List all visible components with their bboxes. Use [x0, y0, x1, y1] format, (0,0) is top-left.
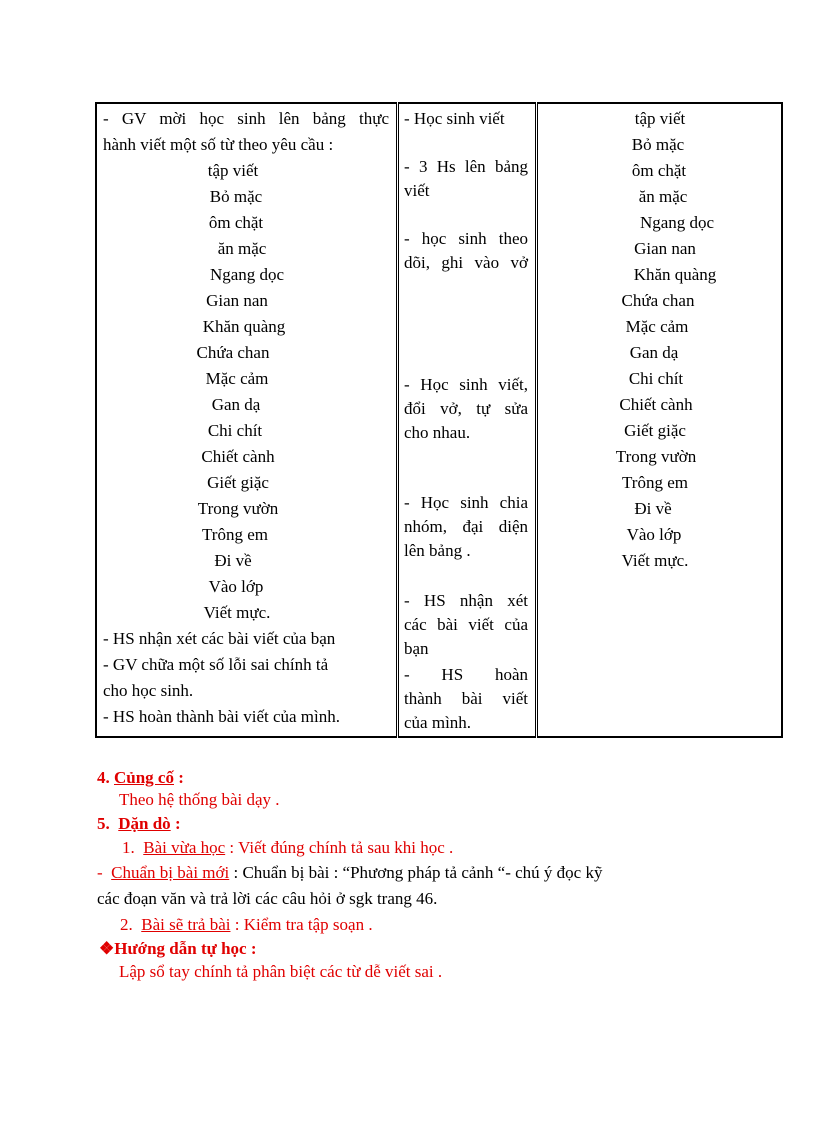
- right-word-17: Viết mực.: [621, 551, 689, 570]
- student-line-0: - Học sinh viết: [404, 109, 505, 128]
- teacher-end-1: - GV chữa một số lỗi sai chính tả: [103, 655, 329, 674]
- left-word-12: Giết giặc: [207, 473, 269, 492]
- teacher-intro-line2: hành viết một số từ theo yêu cầu :: [103, 135, 334, 154]
- right-word-10: Chi chít: [628, 369, 684, 388]
- right-word-12: Giết giặc: [624, 421, 686, 440]
- student-line-7: cho nhau.: [404, 423, 471, 442]
- right-word-1: Bỏ mặc: [631, 135, 685, 154]
- right-word-0: tập viết: [634, 109, 686, 128]
- teacher-end-0: - HS nhận xét các bài viết của bạn: [103, 629, 336, 648]
- left-word-7: Chứa chan: [196, 343, 270, 362]
- left-word-14: Trông em: [202, 525, 268, 544]
- teacher-intro-line1: - GV mời học sinh lên bảng thực: [103, 109, 389, 128]
- teacher-activity-cell: [96, 103, 398, 737]
- right-word-7: Chứa chan: [621, 291, 695, 310]
- left-word-1: Bỏ mặc: [209, 187, 263, 206]
- section-4-number: 4.: [97, 768, 110, 787]
- left-word-11: Chiết cành: [201, 447, 275, 466]
- section-5-title: Dặn dò: [118, 814, 171, 833]
- item-2: [120, 913, 373, 937]
- left-word-15: Đi về: [214, 551, 252, 570]
- left-word-10: Chi chít: [207, 421, 263, 440]
- right-word-3: ăn mặc: [638, 187, 688, 206]
- left-word-13: Trong vườn: [197, 499, 279, 518]
- prep-text: : Chuẩn bị bài : “Phương pháp tả cảnh “- chú ý đọc kỹ: [233, 863, 603, 882]
- right-word-8: Mặc cảm: [625, 317, 689, 336]
- word-list-cell: [537, 103, 783, 737]
- right-word-2: ôm chặt: [631, 161, 687, 180]
- student-line-11: - HS nhận xét: [404, 591, 528, 610]
- self-study-title: Hướng dẫn tự học :: [114, 939, 257, 958]
- student-line-8: - Học sinh chia: [404, 493, 528, 512]
- section-5-heading: [97, 812, 181, 836]
- item-2-number: 2.: [120, 915, 133, 934]
- left-word-16: Vào lớp: [208, 577, 264, 596]
- student-line-9: nhóm, đại diện: [404, 517, 528, 536]
- right-word-5: Gian nan: [634, 239, 696, 258]
- student-line-1: - 3 Hs lên bảng: [404, 157, 528, 176]
- left-word-8: Mặc cảm: [205, 369, 269, 388]
- student-line-6: đổi vở, tự sửa: [404, 399, 528, 418]
- item-1-number: 1.: [122, 838, 135, 857]
- student-line-4: dõi, ghi vào vở: [404, 253, 528, 272]
- student-line-2: viết: [404, 181, 430, 200]
- left-word-17: Viết mực.: [203, 603, 271, 622]
- right-word-15: Đi về: [634, 499, 672, 518]
- right-word-14: Trông em: [622, 473, 688, 492]
- left-word-6: Khăn quàng: [202, 317, 286, 336]
- left-word-4: Ngang dọc: [209, 265, 285, 284]
- student-line-12: các bài viết của: [404, 615, 528, 634]
- right-word-4: Ngang dọc: [639, 213, 715, 232]
- prep-title: Chuẩn bị bài mới: [111, 863, 230, 882]
- student-line-14: - HS hoàn: [404, 665, 528, 684]
- student-line-15: thành bài viết: [404, 689, 528, 708]
- prep-text-line2: các đoạn văn và trả lời các câu hỏi ở sgk trang 46.: [97, 889, 438, 908]
- section-4-title: Củng cố: [114, 768, 174, 787]
- student-line-13: bạn: [404, 639, 429, 658]
- right-word-13: Trong vườn: [615, 447, 697, 466]
- left-word-9: Gan dạ: [211, 395, 261, 414]
- section-5-colon: :: [174, 814, 181, 833]
- item-1-text: : Viết đúng chính tả sau khi học .: [229, 838, 454, 857]
- left-word-5: Gian nan: [206, 291, 268, 310]
- teacher-end-2: cho học sinh.: [103, 681, 194, 700]
- student-line-3: - học sinh theo: [404, 229, 528, 248]
- left-word-2: ôm chặt: [208, 213, 264, 232]
- right-word-11: Chiết cành: [619, 395, 693, 414]
- self-study-heading: [99, 937, 256, 961]
- teacher-end-3: - HS hoàn thành bài viết của mình.: [103, 707, 341, 726]
- right-word-9: Gan dạ: [629, 343, 679, 362]
- student-line-5: - Học sinh viết,: [404, 375, 528, 394]
- student-activity-cell: [398, 103, 537, 737]
- right-word-16: Vào lớp: [626, 525, 682, 544]
- section-4-heading: [97, 766, 184, 790]
- section-4-colon: :: [178, 768, 184, 787]
- right-word-6: Khăn quàng: [633, 265, 717, 284]
- section-5-number: 5.: [97, 814, 110, 833]
- item-1: [122, 836, 453, 860]
- prep-dash: -: [97, 863, 103, 882]
- diamond-bullet-icon: ❖: [99, 939, 115, 958]
- item-2-text: : Kiểm tra tập soạn .: [234, 915, 373, 934]
- section-4-text: Theo hệ thống bài dạy .: [119, 790, 280, 809]
- item-2-title: Bài sẽ trả bài: [141, 915, 231, 934]
- student-line-10: lên bảng .: [404, 541, 471, 560]
- item-1-title: Bài vừa học: [143, 838, 226, 857]
- left-word-0: tập viết: [207, 161, 259, 180]
- left-word-3: ăn mặc: [217, 239, 267, 258]
- lesson-table: [95, 102, 783, 738]
- self-study-text: Lập sổ tay chính tả phân biệt các từ dễ viết sai .: [119, 962, 443, 981]
- student-line-16: của mình.: [404, 713, 472, 732]
- prep-line: [97, 861, 602, 885]
